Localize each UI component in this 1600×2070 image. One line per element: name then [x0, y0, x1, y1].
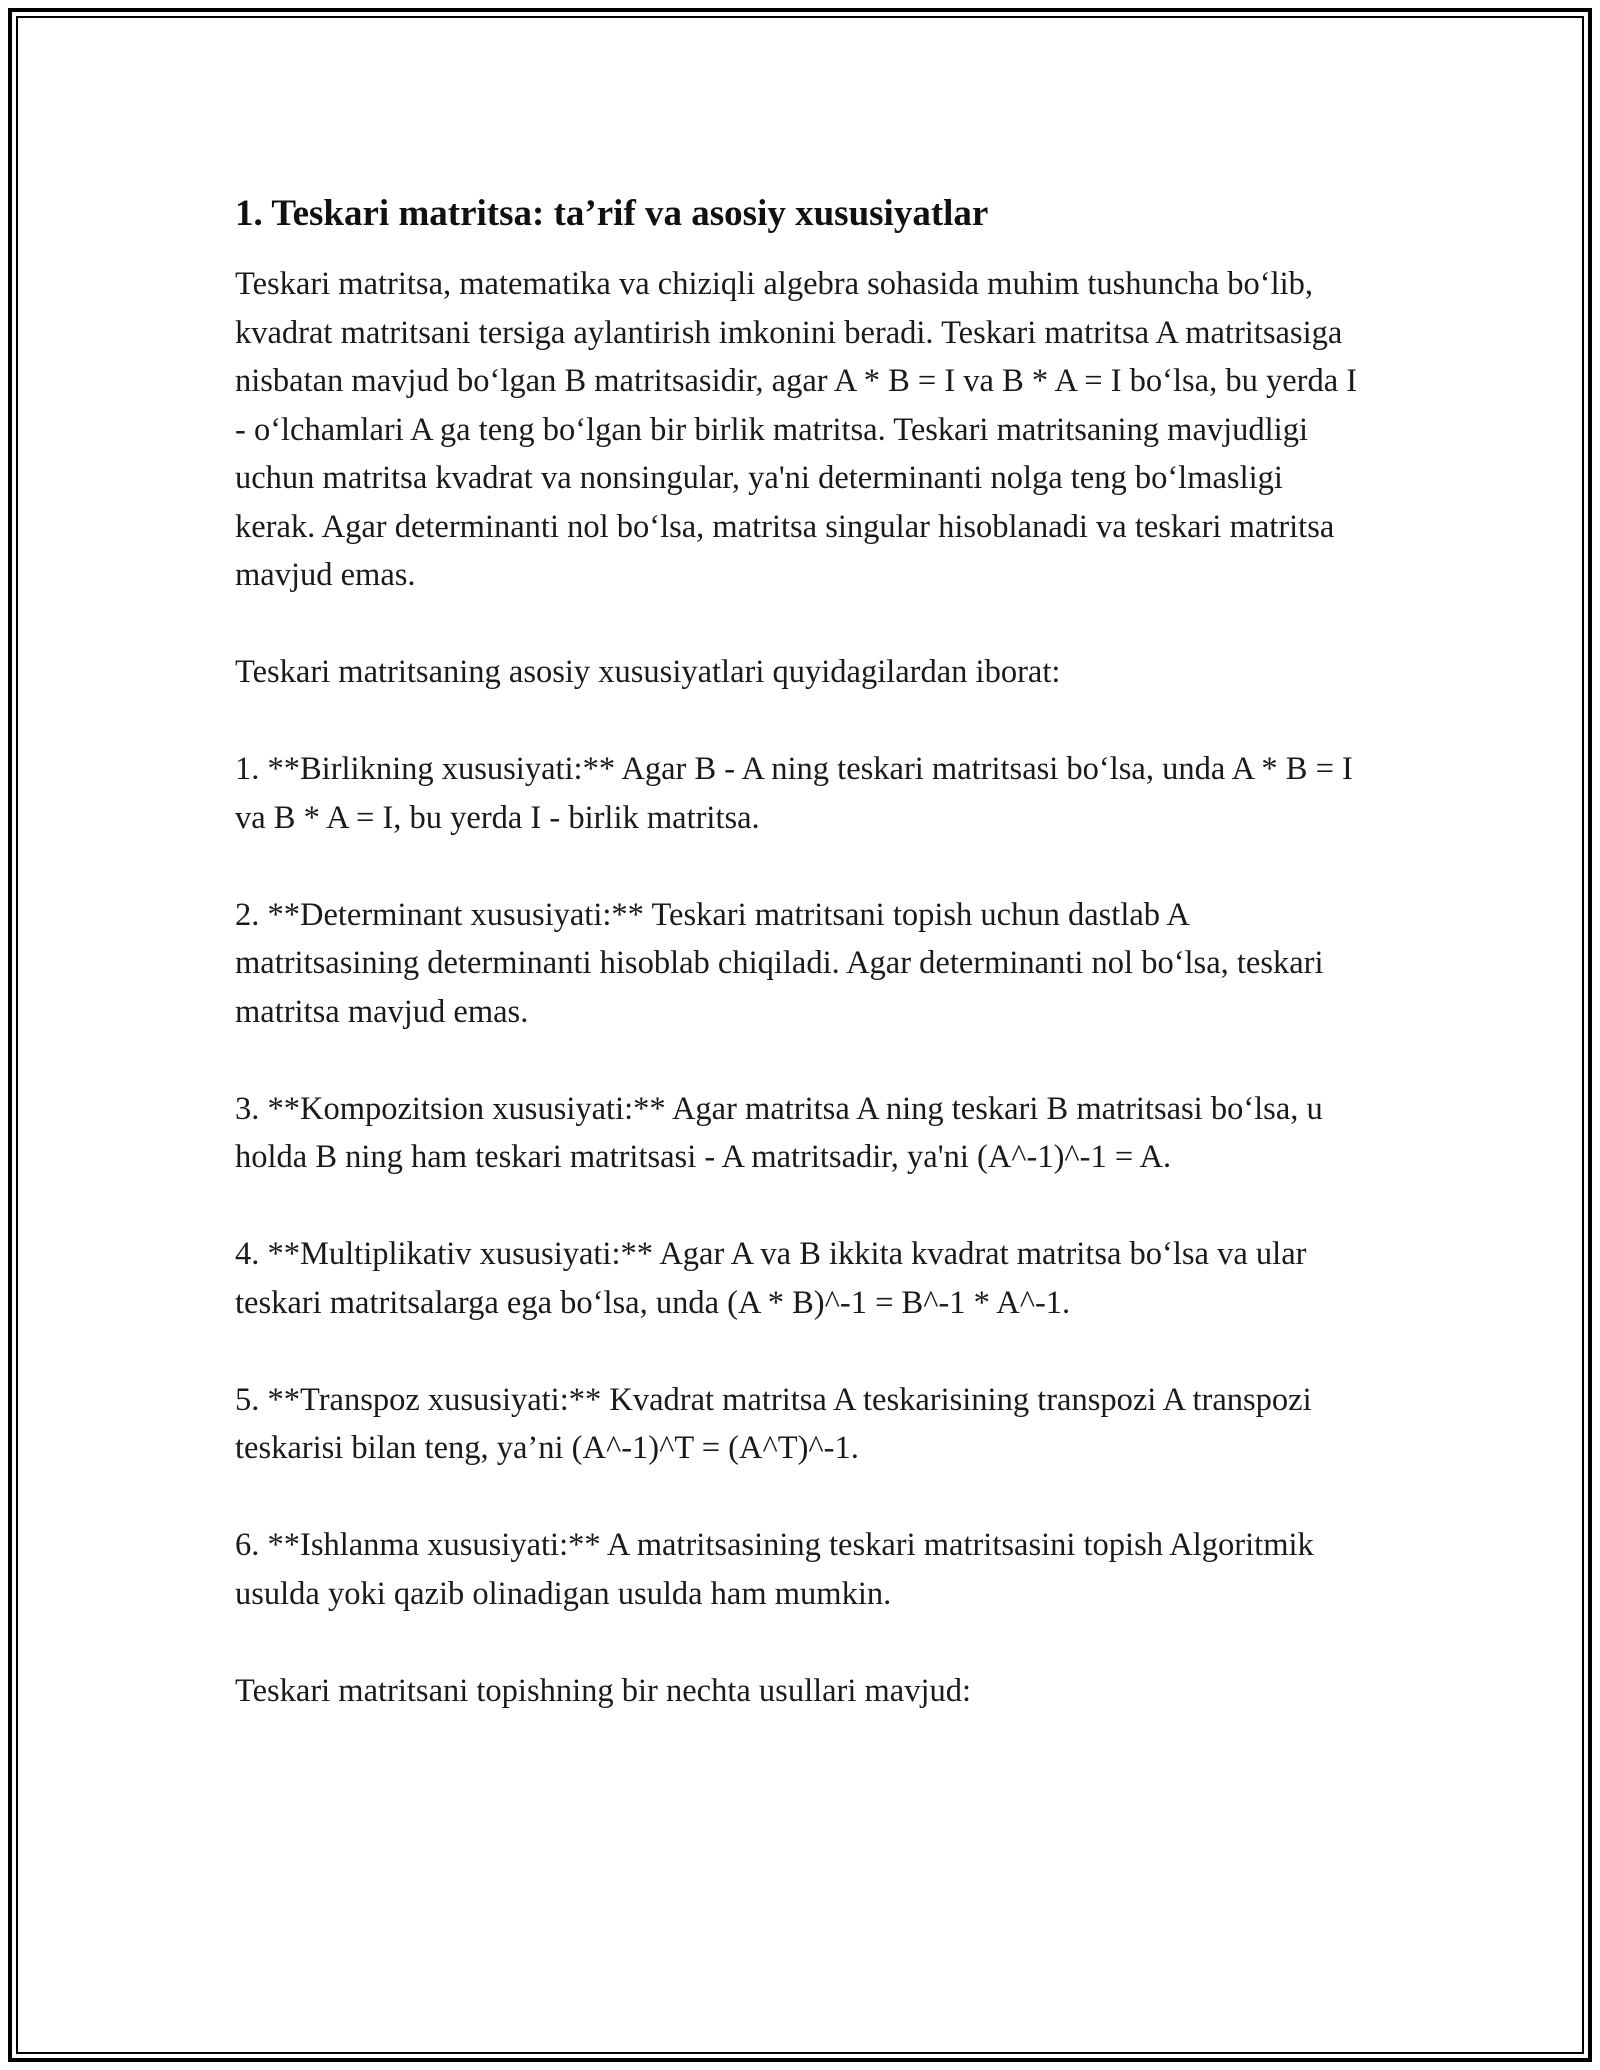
list-item-determinant-property: 2. **Determinant xususiyati:** Teskari matritsani topish uchun dastlab A matritsasining determinanti hisoblab chiqiladi. Agar determinanti nol bo‘lsa, teskari matritsa mavjud emas.: [235, 896, 1324, 1030]
document-body: [235, 190, 1365, 1715]
paragraph-properties-intro: Teskari matritsaning asosiy xususiyatlari quyidagilardan iborat:: [235, 654, 1061, 690]
list-item-derivation-property: 6. **Ishlanma xususiyati:** A matritsasining teskari matritsasini topish Algoritmik usulda yoki qazib olinadigan usulda ham mumkin.: [235, 1527, 1314, 1612]
list-item-transpose-property: 5. **Transpoz xususiyati:** Kvadrat matritsa A teskarisining transpozi A transpozi teskarisi bilan teng, ya’ni (A^-1)^T = (A^T)^-1.: [235, 1381, 1312, 1466]
section-title: 1. Teskari matritsa: ta’rif va asosiy xususiyatlar: [235, 193, 989, 234]
list-item-multiplicative-property: 4. **Multiplikativ xususiyati:** Agar A va B ikkita kvadrat matritsa bo‘lsa va ular teskari matritsalarga ega bo‘lsa, unda (A * B)^-1 = B^-1 * A^-1.: [235, 1236, 1307, 1321]
list-item-identity-property: 1. **Birlikning xususiyati:** Agar B - A ning teskari matritsasi bo‘lsa, unda A * B = I va B * A = I, bu yerda I - birlik matritsa.: [235, 751, 1353, 836]
paragraph-definition: Teskari matritsa, matematika va chiziqli algebra sohasida muhim tushuncha bo‘lib, kvadrat matritsani tersiga aylantirish imkonini beradi. Teskari matritsa A matritsasiga nisbatan mavjud bo‘lgan B matritsasidir, agar A * B = I va B * A = I bo‘lsa, bu yerda I - o‘lchamlari A ga teng bo‘lgan bir birlik matritsa. Teskari matritsaning mavjudligi uchun matritsa kvadrat va nonsingular, ya'ni determinanti nolga teng bo‘lmasligi kerak. Agar determinanti nol bo‘lsa, matritsa singular hisoblanadi va teskari matritsa mavjud emas.: [235, 266, 1358, 593]
list-item-composition-property: 3. **Kompozitsion xususiyati:** Agar matritsa A ning teskari B matritsasi bo‘lsa, u holda B ning ham teskari matritsasi - A matritsadir, ya'ni (A^-1)^-1 = A.: [235, 1090, 1323, 1175]
paragraph-methods-intro: Teskari matritsani topishning bir nechta usullari mavjud:: [235, 1672, 972, 1709]
